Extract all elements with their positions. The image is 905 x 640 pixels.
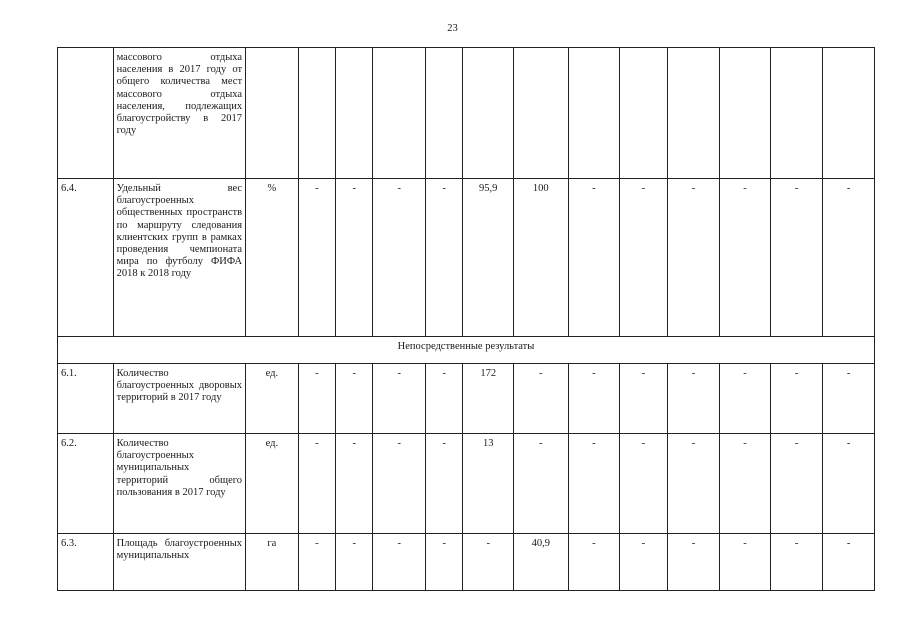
value-cell: - [823, 364, 875, 434]
value-cell: - [620, 364, 668, 434]
value-cell: - [720, 364, 771, 434]
indicator-name: Удельный вес благоустроенных общественных пространств по маршруту следования клиентских групп в рамках проведения чемпионата мира по футболу ФИФА 2018 к 2018 году [113, 179, 245, 337]
unit-cell: ед. [246, 364, 299, 434]
value-cell: - [336, 179, 373, 337]
unit-cell: ед. [246, 434, 299, 534]
indicator-name: Площадь благоустроенных муниципальных [113, 534, 245, 591]
value-cell: - [823, 534, 875, 591]
value-cell: - [770, 534, 823, 591]
value-cell: - [426, 364, 463, 434]
row-number: 6.1. [58, 364, 114, 434]
value-cell: - [373, 179, 426, 337]
value-cell: - [336, 434, 373, 534]
value-cell: - [568, 534, 620, 591]
value-cell: - [823, 179, 875, 337]
value-cell [373, 48, 426, 179]
value-cell [513, 48, 568, 179]
table-row [58, 434, 875, 534]
value-cell: - [620, 179, 668, 337]
value-cell: - [426, 534, 463, 591]
value-cell [426, 48, 463, 179]
value-cell [336, 48, 373, 179]
value-cell: - [620, 534, 668, 591]
value-cell: - [298, 534, 335, 591]
indicator-name: массового отдыха населения в 2017 году от общего количества мест массового отдыха населения, подлежащих благоустройству в 2017 году [113, 48, 245, 179]
value-cell [770, 48, 823, 179]
value-cell: - [720, 434, 771, 534]
unit-cell: % [246, 179, 299, 337]
value-cell: - [513, 364, 568, 434]
value-cell: - [426, 434, 463, 534]
value-cell [720, 48, 771, 179]
indicators-table [57, 47, 875, 591]
value-cell: - [568, 364, 620, 434]
value-cell [620, 48, 668, 179]
value-cell: 100 [513, 179, 568, 337]
value-cell: 13 [463, 434, 514, 534]
value-cell: - [568, 434, 620, 534]
value-cell: - [568, 179, 620, 337]
unit-cell [246, 48, 299, 179]
value-cell: - [770, 364, 823, 434]
value-cell: - [620, 434, 668, 534]
value-cell: - [426, 179, 463, 337]
value-cell: - [667, 434, 720, 534]
value-cell: 40,9 [513, 534, 568, 591]
table-row [58, 179, 875, 337]
value-cell: 95,9 [463, 179, 514, 337]
value-cell: - [298, 434, 335, 534]
page-number: 23 [447, 23, 458, 34]
value-cell [298, 48, 335, 179]
value-cell: - [667, 364, 720, 434]
value-cell: - [336, 534, 373, 591]
row-number: 6.3. [58, 534, 114, 591]
value-cell: - [770, 434, 823, 534]
value-cell [568, 48, 620, 179]
row-number: 6.2. [58, 434, 114, 534]
value-cell: - [373, 364, 426, 434]
section-title: Непосредственные результаты [58, 337, 875, 364]
value-cell: - [823, 434, 875, 534]
value-cell: - [298, 179, 335, 337]
value-cell: - [667, 534, 720, 591]
table-row [58, 534, 875, 591]
unit-cell: га [246, 534, 299, 591]
row-number: 6.4. [58, 179, 114, 337]
value-cell [667, 48, 720, 179]
value-cell: - [770, 179, 823, 337]
value-cell [463, 48, 514, 179]
section-row [58, 337, 875, 364]
value-cell: - [298, 364, 335, 434]
value-cell: - [513, 434, 568, 534]
value-cell: - [720, 179, 771, 337]
indicator-name: Количество благоустроенных муниципальных территорий общего пользования в 2017 году [113, 434, 245, 534]
value-cell: - [373, 534, 426, 591]
value-cell: - [336, 364, 373, 434]
value-cell: - [373, 434, 426, 534]
value-cell: - [667, 179, 720, 337]
value-cell: 172 [463, 364, 514, 434]
row-number [58, 48, 114, 179]
value-cell: - [720, 534, 771, 591]
value-cell [823, 48, 875, 179]
value-cell: - [463, 534, 514, 591]
table-row [58, 48, 875, 179]
table-row [58, 364, 875, 434]
indicator-name: Количество благоустроенных дворовых территорий в 2017 году [113, 364, 245, 434]
